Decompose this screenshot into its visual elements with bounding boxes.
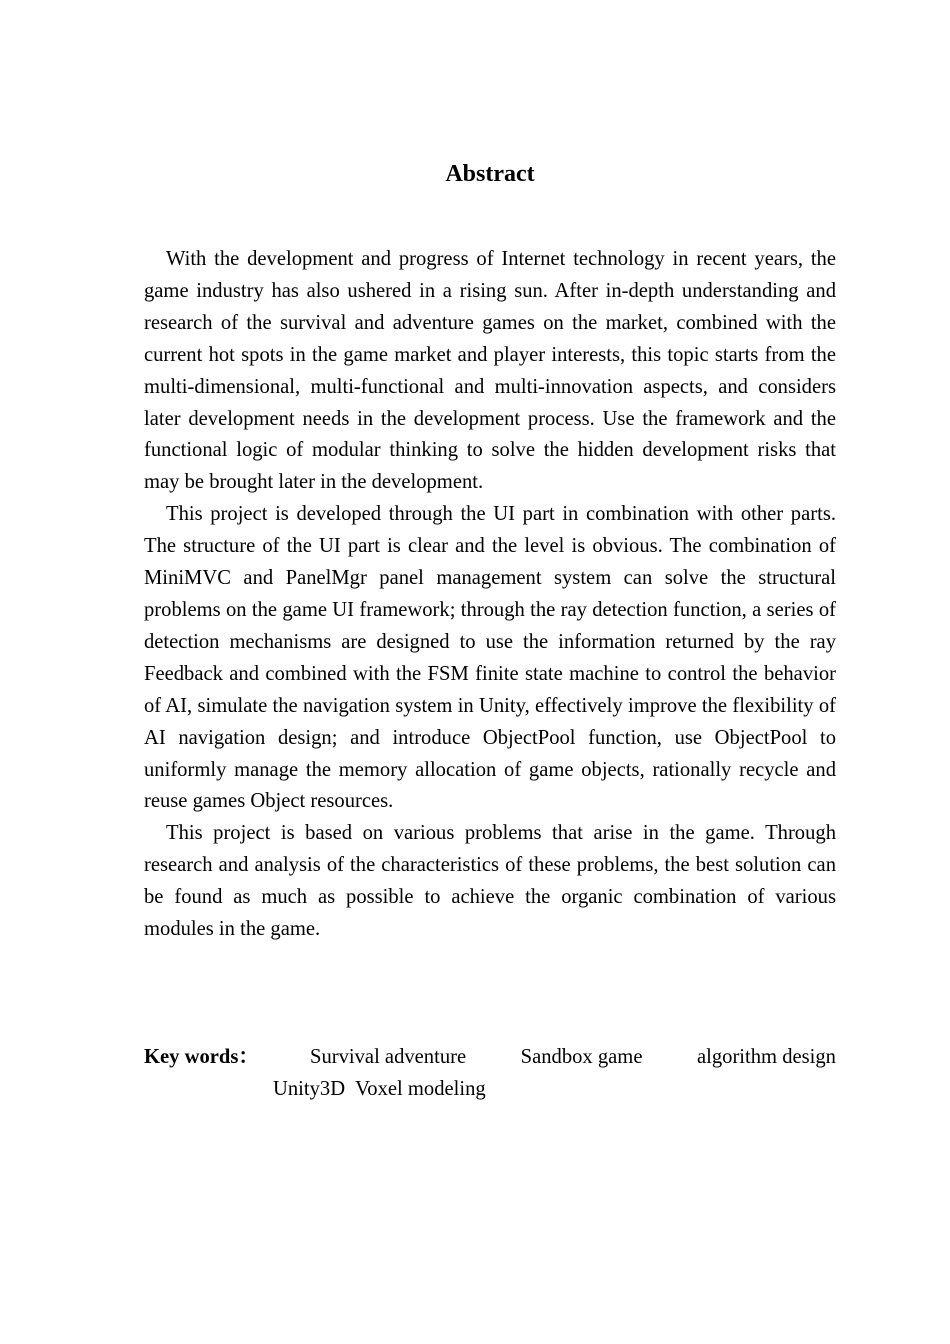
abstract-paragraph-2: This project is developed through the UI part in combination with other parts. The structure of the UI part is clear and the level is obvious. The combination of MiniMVC and PanelMgr panel management system can solve the structural problems on the game UI framework; through the ray detection function, a series of detection mechanisms are designed to use the information returned by the ray Feedback and combined with the FSM finite state machine to control the behavior of AI, simulate the navigation system in Unity, effectively improve the flexibility of AI navigation design; and introduce ObjectPool function, use ObjectPool to uniformly manage the memory allocation of game objects, rationally recycle and reuse games Object resources. <box>144 503 836 813</box>
keyword-item: Sandbox game <box>520 1046 643 1068</box>
keywords-list-first-line <box>274 1042 836 1074</box>
keywords-section <box>144 1042 836 1106</box>
keyword-item: algorithm design <box>696 1046 836 1068</box>
keywords-label: Key words： <box>144 1046 259 1068</box>
abstract-paragraph-3: This project is based on various problems that arise in the game. Through research and analysis of the characteristics of these problems, the best solution can be found as much as possible to achieve the organic combination of various modules in the game. <box>144 822 836 941</box>
abstract-paragraph-1: With the development and progress of Internet technology in recent years, the game industry has also ushered in a rising sun. After in-depth understanding and research of the survival and adventure games on the market, combined with the current hot spots in the game market and player interests, this topic starts from the multi-dimensional, multi-functional and multi-innovation aspects, and considers later development needs in the development process. Use the framework and the functional logic of modular thinking to solve the hidden development risks that may be brought later in the development. <box>144 248 836 494</box>
keyword-item: Survival adventure <box>310 1046 467 1068</box>
abstract-title: Abstract <box>445 161 535 187</box>
keyword-item: Unity3D <box>273 1077 346 1100</box>
keywords-row-1 <box>144 1042 836 1074</box>
keyword-item: Voxel modeling <box>355 1077 486 1100</box>
keywords-row-2 <box>144 1074 836 1106</box>
abstract-body <box>144 244 836 946</box>
